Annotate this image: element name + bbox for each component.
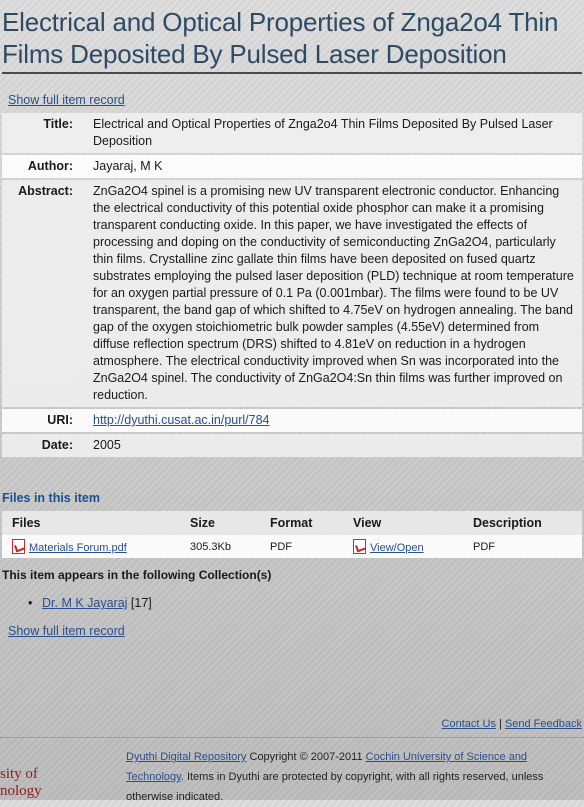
size-column-header: Size [180, 511, 260, 535]
metadata-row-date [2, 434, 582, 457]
metadata-value-abstract: ZnGa2O4 spinel is a promising new UV transparent electronic conductor. Enhancing the electrical conductivity of this potential oxide phosphor can make it a promising transparent conducting oxide. In this paper, we have investigated the effects of processing and doping on the conductivity of semiconducting ZnGa2O4, particularly thin films. Crystalline zinc gallate thin films have been deposited on fused quartz substrates employing the pulsed laser deposition (PLD) technique at room temperature for an oxygen partial pressure of 0.1 Pa (0.001mbar). The films were found to be UV transparent, the band gap of which shifted to 4.75eV on hydrogen annealing. The band gap of the oxygen stoichiometric bulk powder samples (4.55eV) determined from diffuse reflection spectrum (DRS) shifted to 4.81eV on reduction in a hydrogen atmosphere. The electrical conductivity improved when Sn was incorporated into the ZnGa2O4 spinel. The conductivity of ZnGa2O4:Sn thin films was further improved on reduction. [89, 180, 582, 407]
metadata-label: Abstract: [2, 180, 89, 407]
contact-us-link[interactable]: Contact Us [441, 718, 496, 730]
file-cell [2, 535, 180, 558]
files-header-row [2, 511, 582, 535]
repository-link[interactable]: Dyuthi Digital Repository [126, 751, 247, 763]
list-item [28, 596, 584, 610]
metadata-value-author: Jayaraj, M K [89, 155, 582, 178]
file-description: PDF [463, 535, 582, 558]
send-feedback-link[interactable]: Send Feedback [504, 718, 582, 730]
logo-line: sity of [0, 766, 38, 782]
metadata-row-title [2, 113, 582, 153]
show-full-record-link-bottom[interactable]: Show full item record [8, 624, 125, 638]
metadata-row-abstract [2, 180, 582, 407]
metadata-label: Date: [2, 434, 89, 457]
collection-link[interactable]: Dr. M K Jayaraj [42, 596, 128, 610]
view-open-link[interactable]: View/Open [370, 542, 424, 554]
metadata-label: Title: [2, 113, 89, 153]
file-format: PDF [260, 535, 343, 558]
view-cell [343, 535, 463, 558]
university-logo [0, 766, 60, 800]
table-row [2, 535, 582, 558]
files-table [2, 511, 582, 558]
file-size: 305.3Kb [180, 535, 260, 558]
metadata-value-date: 2005 [89, 434, 582, 457]
bullet-icon: • [28, 596, 33, 610]
metadata-label: Author: [2, 155, 89, 178]
file-name-link[interactable]: Materials Forum.pdf [29, 542, 127, 554]
footer-links [442, 718, 582, 730]
copyright-text: Copyright © 2007-2011 [246, 751, 366, 763]
page-title: Electrical and Optical Properties of Znga2o4 Thin Films Deposited By Pulsed Laser Deposition [2, 7, 559, 69]
metadata-label: URI: [2, 409, 89, 432]
collections-heading: This item appears in the following Collection(s) [2, 568, 272, 582]
collections-list [0, 596, 584, 610]
metadata-row-uri [2, 409, 582, 432]
format-column-header: Format [260, 511, 343, 535]
uri-link[interactable]: http://dyuthi.cusat.ac.in/purl/784 [93, 413, 270, 427]
title-divider [2, 72, 582, 74]
logo-line: nology [0, 783, 42, 799]
university-link[interactable]: Cochin University of Science and Technology [126, 751, 528, 783]
show-full-record-link[interactable]: Show full item record [8, 93, 125, 107]
pdf-view-icon [353, 539, 366, 554]
footer-separator: | [499, 718, 502, 730]
description-column-header: Description [463, 511, 582, 535]
files-column-header: Files [2, 511, 180, 535]
metadata-table [2, 111, 582, 459]
collection-count: [17] [130, 596, 152, 610]
files-heading: Files in this item [2, 491, 100, 505]
footer-divider [0, 737, 584, 738]
metadata-row-author [2, 155, 582, 178]
pdf-file-icon [12, 539, 25, 554]
footer-copyright [126, 747, 556, 807]
metadata-value-title: Electrical and Optical Properties of Znga2o4 Thin Films Deposited By Pulsed Laser Deposition [89, 113, 582, 153]
view-column-header: View [343, 511, 463, 535]
copyright-notice: . Items in Dyuthi are protected by copyright, with all rights reserved, unless otherwise indicated. [126, 771, 544, 803]
metadata-value-uri [89, 409, 582, 432]
